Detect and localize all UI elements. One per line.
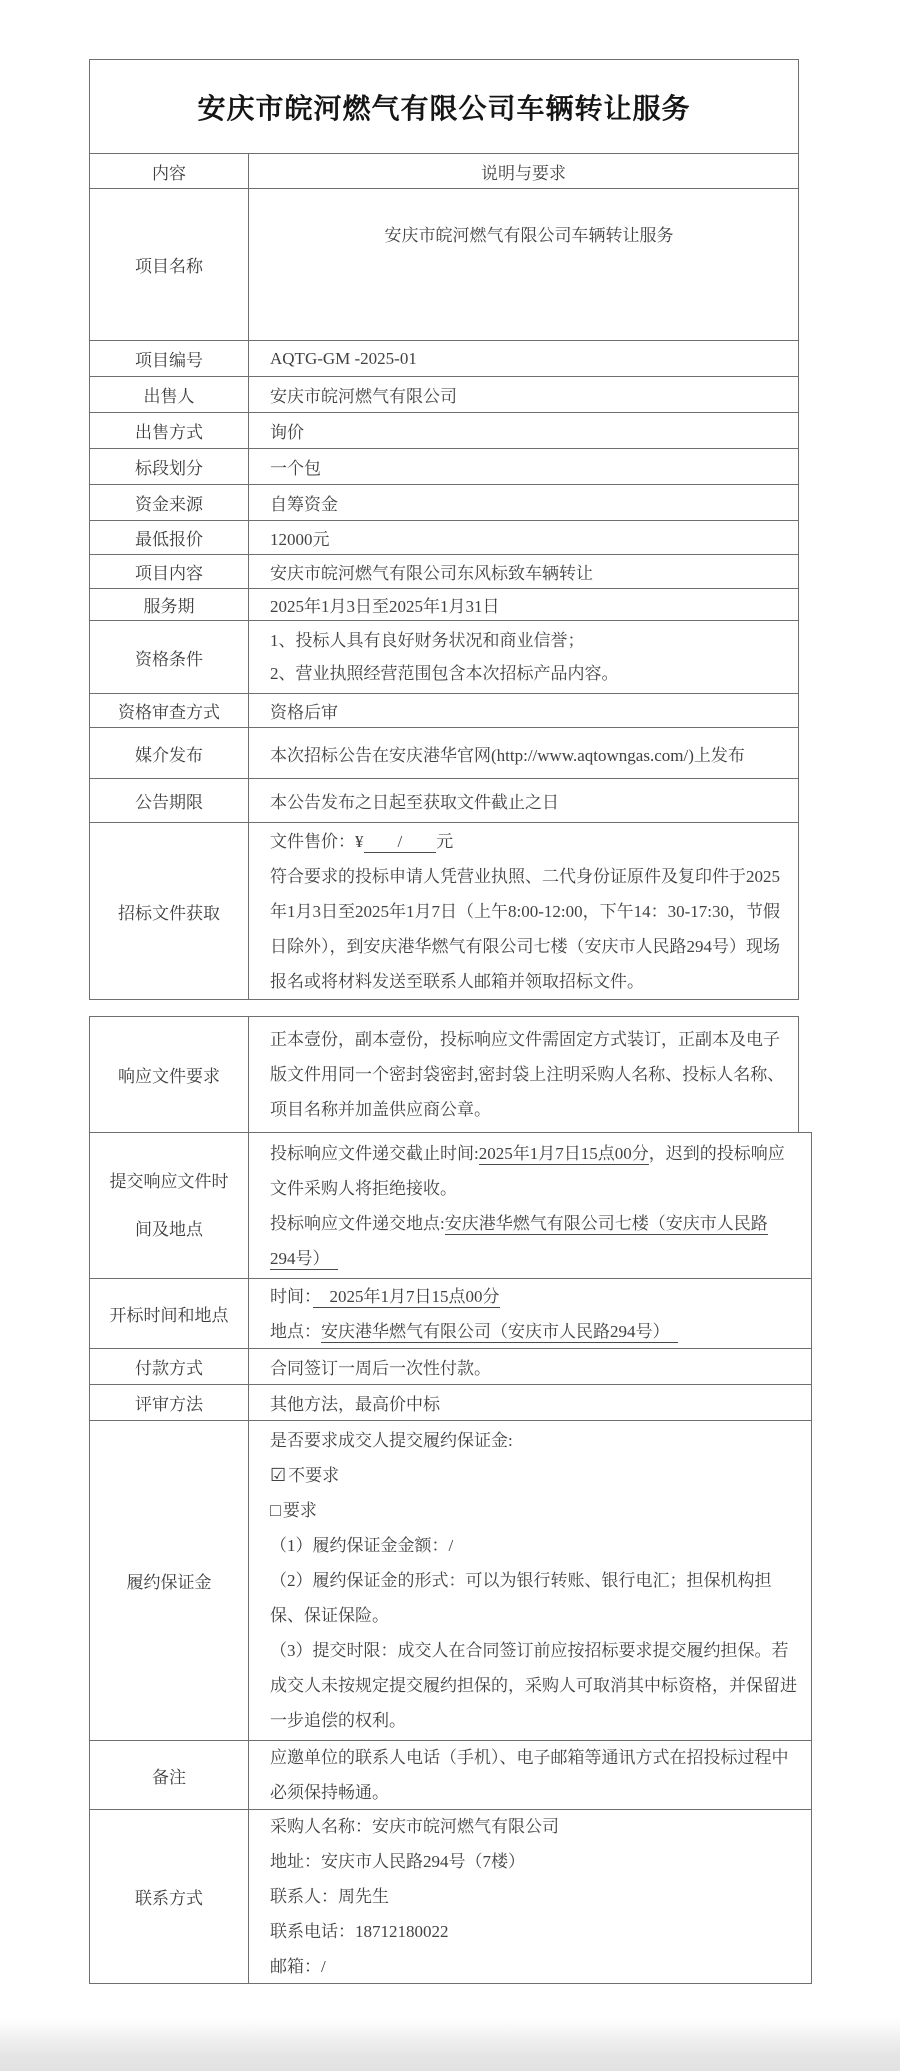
row-value	[249, 1421, 811, 1740]
row-label	[90, 1133, 249, 1278]
row-performance-bond	[89, 1420, 812, 1741]
row-label: 履约保证金	[90, 1421, 249, 1740]
submission-reject-line: 文件采购人将拒绝接收。	[270, 1178, 457, 1198]
row-value	[249, 1810, 811, 1983]
row-service-period	[89, 588, 799, 621]
row-value: 正本壹份，副本壹份，投标响应文件需固定方式装订，正副本及电子版文件用同一个密封袋密封,密封袋上注明采购人名称、投标人名称、项目名称并加盖供应商公章。	[270, 1030, 785, 1119]
doc-price-prefix: 文件售价：¥	[270, 831, 364, 851]
bond-required-label: 要求	[282, 1501, 317, 1520]
row-media	[89, 727, 799, 779]
contact-phone-line: 联系电话：18712180022	[270, 1922, 449, 1941]
submission-deadline-line	[270, 1136, 801, 1171]
doc-price-line	[270, 824, 788, 859]
bond-not-required-label: 不要求	[288, 1466, 340, 1485]
row-value: 本公告发布之日起至获取文件截止之日	[270, 793, 559, 812]
row-label: 项目编号	[90, 341, 249, 376]
row-label: 评审方法	[90, 1385, 249, 1420]
contact-address-line: 地址：安庆市人民路294号（7楼）	[270, 1852, 525, 1871]
row-value: 自筹资金	[270, 495, 338, 514]
row-label: 出售人	[90, 377, 249, 412]
contact-email-line: 邮箱：/	[270, 1957, 326, 1976]
row-value: 资格后审	[270, 703, 338, 722]
tender-document	[89, 59, 812, 1984]
bond-required-line	[270, 1493, 801, 1528]
bond-item-1: （1）履约保证金金额：/	[270, 1536, 454, 1555]
doc-price-blank: /	[363, 831, 437, 851]
opening-place-prefix: 地点：	[270, 1321, 321, 1341]
table-header-row	[89, 153, 799, 189]
row-value: 应邀单位的联系人电话（手机）、电子邮箱等通讯方式在招投标过程中必须保持畅通。	[270, 1748, 789, 1802]
row-value: 本次招标公告在安庆港华官网(http://www.aqtowngas.com/)上发布	[270, 745, 745, 765]
row-label: 备注	[90, 1741, 249, 1809]
row-fund-source	[89, 484, 799, 521]
row-value: 安庆市皖河燃气有限公司东风标致车辆转让	[270, 564, 593, 583]
row-label: 资格审查方式	[90, 694, 249, 727]
unchecked-checkbox-icon: □	[270, 1500, 281, 1520]
row-qual-review	[89, 693, 799, 728]
row-label: 联系方式	[90, 1810, 249, 1983]
row-label: 响应文件要求	[90, 1017, 249, 1132]
row-value: 合同签订一周后一次性付款。	[270, 1359, 491, 1378]
row-min-price	[89, 520, 799, 555]
place-value: 安庆港华燃气有限公司七楼（安庆市人民路	[444, 1213, 768, 1233]
row-project-no	[89, 340, 799, 377]
contact-purchaser-line: 采购人名称：安庆市皖河燃气有限公司	[270, 1817, 559, 1836]
row-value	[249, 1133, 811, 1278]
row-contact	[89, 1809, 812, 1984]
bond-intro-line: 是否要求成交人提交履约保证金:	[270, 1431, 513, 1450]
doc-price-suffix: 元	[436, 831, 454, 851]
row-value: 一个包	[270, 459, 321, 478]
row-seller	[89, 376, 799, 413]
row-value: 询价	[270, 423, 304, 442]
submission-place-line	[270, 1206, 801, 1241]
row-project-content	[89, 554, 799, 589]
row-value	[249, 1279, 811, 1348]
header-label-column: 内容	[90, 154, 249, 188]
row-value: 其他方法，最高价中标	[270, 1395, 440, 1414]
row-label: 媒介发布	[90, 728, 249, 778]
row-label: 标段划分	[90, 449, 249, 484]
row-label: 项目名称	[90, 189, 249, 340]
row-response-doc	[89, 1016, 799, 1133]
deadline-prefix: 投标响应文件递交截止时间:	[270, 1143, 479, 1163]
deadline-value: 2025年1月7日15点00分	[478, 1143, 649, 1163]
row-label: 最低报价	[90, 521, 249, 554]
table-gap	[89, 1000, 812, 1017]
place-prefix: 投标响应文件递交地点:	[270, 1213, 445, 1233]
row-submission	[89, 1132, 812, 1279]
row-value: AQTG-GM -2025-01	[270, 348, 417, 368]
row-project-name	[89, 188, 799, 341]
row-label: 项目内容	[90, 555, 249, 588]
deadline-suffix: ，迟到的投标响应	[648, 1143, 785, 1163]
document-table-1	[89, 59, 812, 1000]
opening-time-value: 2025年1月7日15点00分	[312, 1286, 500, 1306]
row-label: 付款方式	[90, 1349, 249, 1384]
row-value: 12000元	[270, 530, 330, 549]
doc-obtain-paragraph: 符合要求的投标申请人凭营业执照、二代身份证原件及复印件于2025年1月3日至2025年1月7日（上午8:00-12:00，下午14：30-17:30，节假日除外），到安庆港华燃气有限公司七楼（安庆市人民路294号）现场报名或将材料发送至联系人邮箱并领取招标文件。	[270, 866, 780, 991]
row-label: 公告期限	[90, 779, 249, 822]
row-label: 招标文件获取	[90, 823, 249, 999]
opening-place-value: 安庆港华燃气有限公司（安庆市人民路294号）	[321, 1321, 678, 1341]
row-label: 服务期	[90, 589, 249, 620]
opening-place-line	[270, 1314, 801, 1349]
qualification-line-1: 1、投标人具有良好财务状况和商业信誉；	[270, 631, 585, 650]
document-table-2	[89, 1016, 812, 1984]
document-title: 安庆市皖河燃气有限公司车辆转让服务	[89, 59, 799, 154]
row-label: 资金来源	[90, 485, 249, 520]
qualification-line-2: 2、营业执照经营范围包含本次招标产品内容。	[270, 664, 619, 683]
page-bottom-shadow	[0, 2018, 900, 2071]
row-value: 2025年1月3日至2025年1月31日	[270, 597, 500, 616]
row-label: 资格条件	[90, 621, 249, 693]
row-label: 开标时间和地点	[90, 1279, 249, 1348]
header-value-column: 说明与要求	[481, 163, 566, 183]
bond-item-2: （2）履约保证金的形式：可以为银行转账、银行电汇；担保机构担保、保证保险。	[270, 1571, 772, 1625]
row-qualification	[89, 620, 799, 694]
checked-checkbox-icon: ☑	[270, 1465, 287, 1485]
bond-item-3: （3）提交时限：成交人在合同签订前应按招标要求提交履约担保。若成交人未按规定提交履约担保的，采购人可取消其中标资格，并保留进一步追偿的权利。	[270, 1641, 797, 1730]
place-value-2: 294号）	[270, 1248, 338, 1268]
row-evaluation	[89, 1384, 812, 1421]
bond-not-required-line	[270, 1458, 801, 1493]
contact-person-line: 联系人：周先生	[270, 1887, 389, 1906]
row-value: 安庆市皖河燃气有限公司	[270, 387, 457, 406]
opening-time-prefix: 时间：	[270, 1286, 313, 1306]
submission-place-line-2	[270, 1241, 801, 1276]
row-remarks	[89, 1740, 812, 1810]
row-opening	[89, 1278, 812, 1349]
opening-time-line	[270, 1279, 801, 1314]
submission-label-line-2: 间及地点	[135, 1219, 203, 1239]
row-payment	[89, 1348, 812, 1385]
row-sale-method	[89, 412, 799, 449]
row-label: 出售方式	[90, 413, 249, 448]
row-value: 安庆市皖河燃气有限公司车辆转让服务	[384, 226, 674, 245]
row-value	[249, 823, 798, 999]
row-notice-period	[89, 778, 799, 823]
submission-label-line-1: 提交响应文件时	[109, 1171, 229, 1191]
row-lot-division	[89, 448, 799, 485]
row-value	[249, 621, 798, 693]
row-doc-obtain	[89, 822, 799, 1000]
